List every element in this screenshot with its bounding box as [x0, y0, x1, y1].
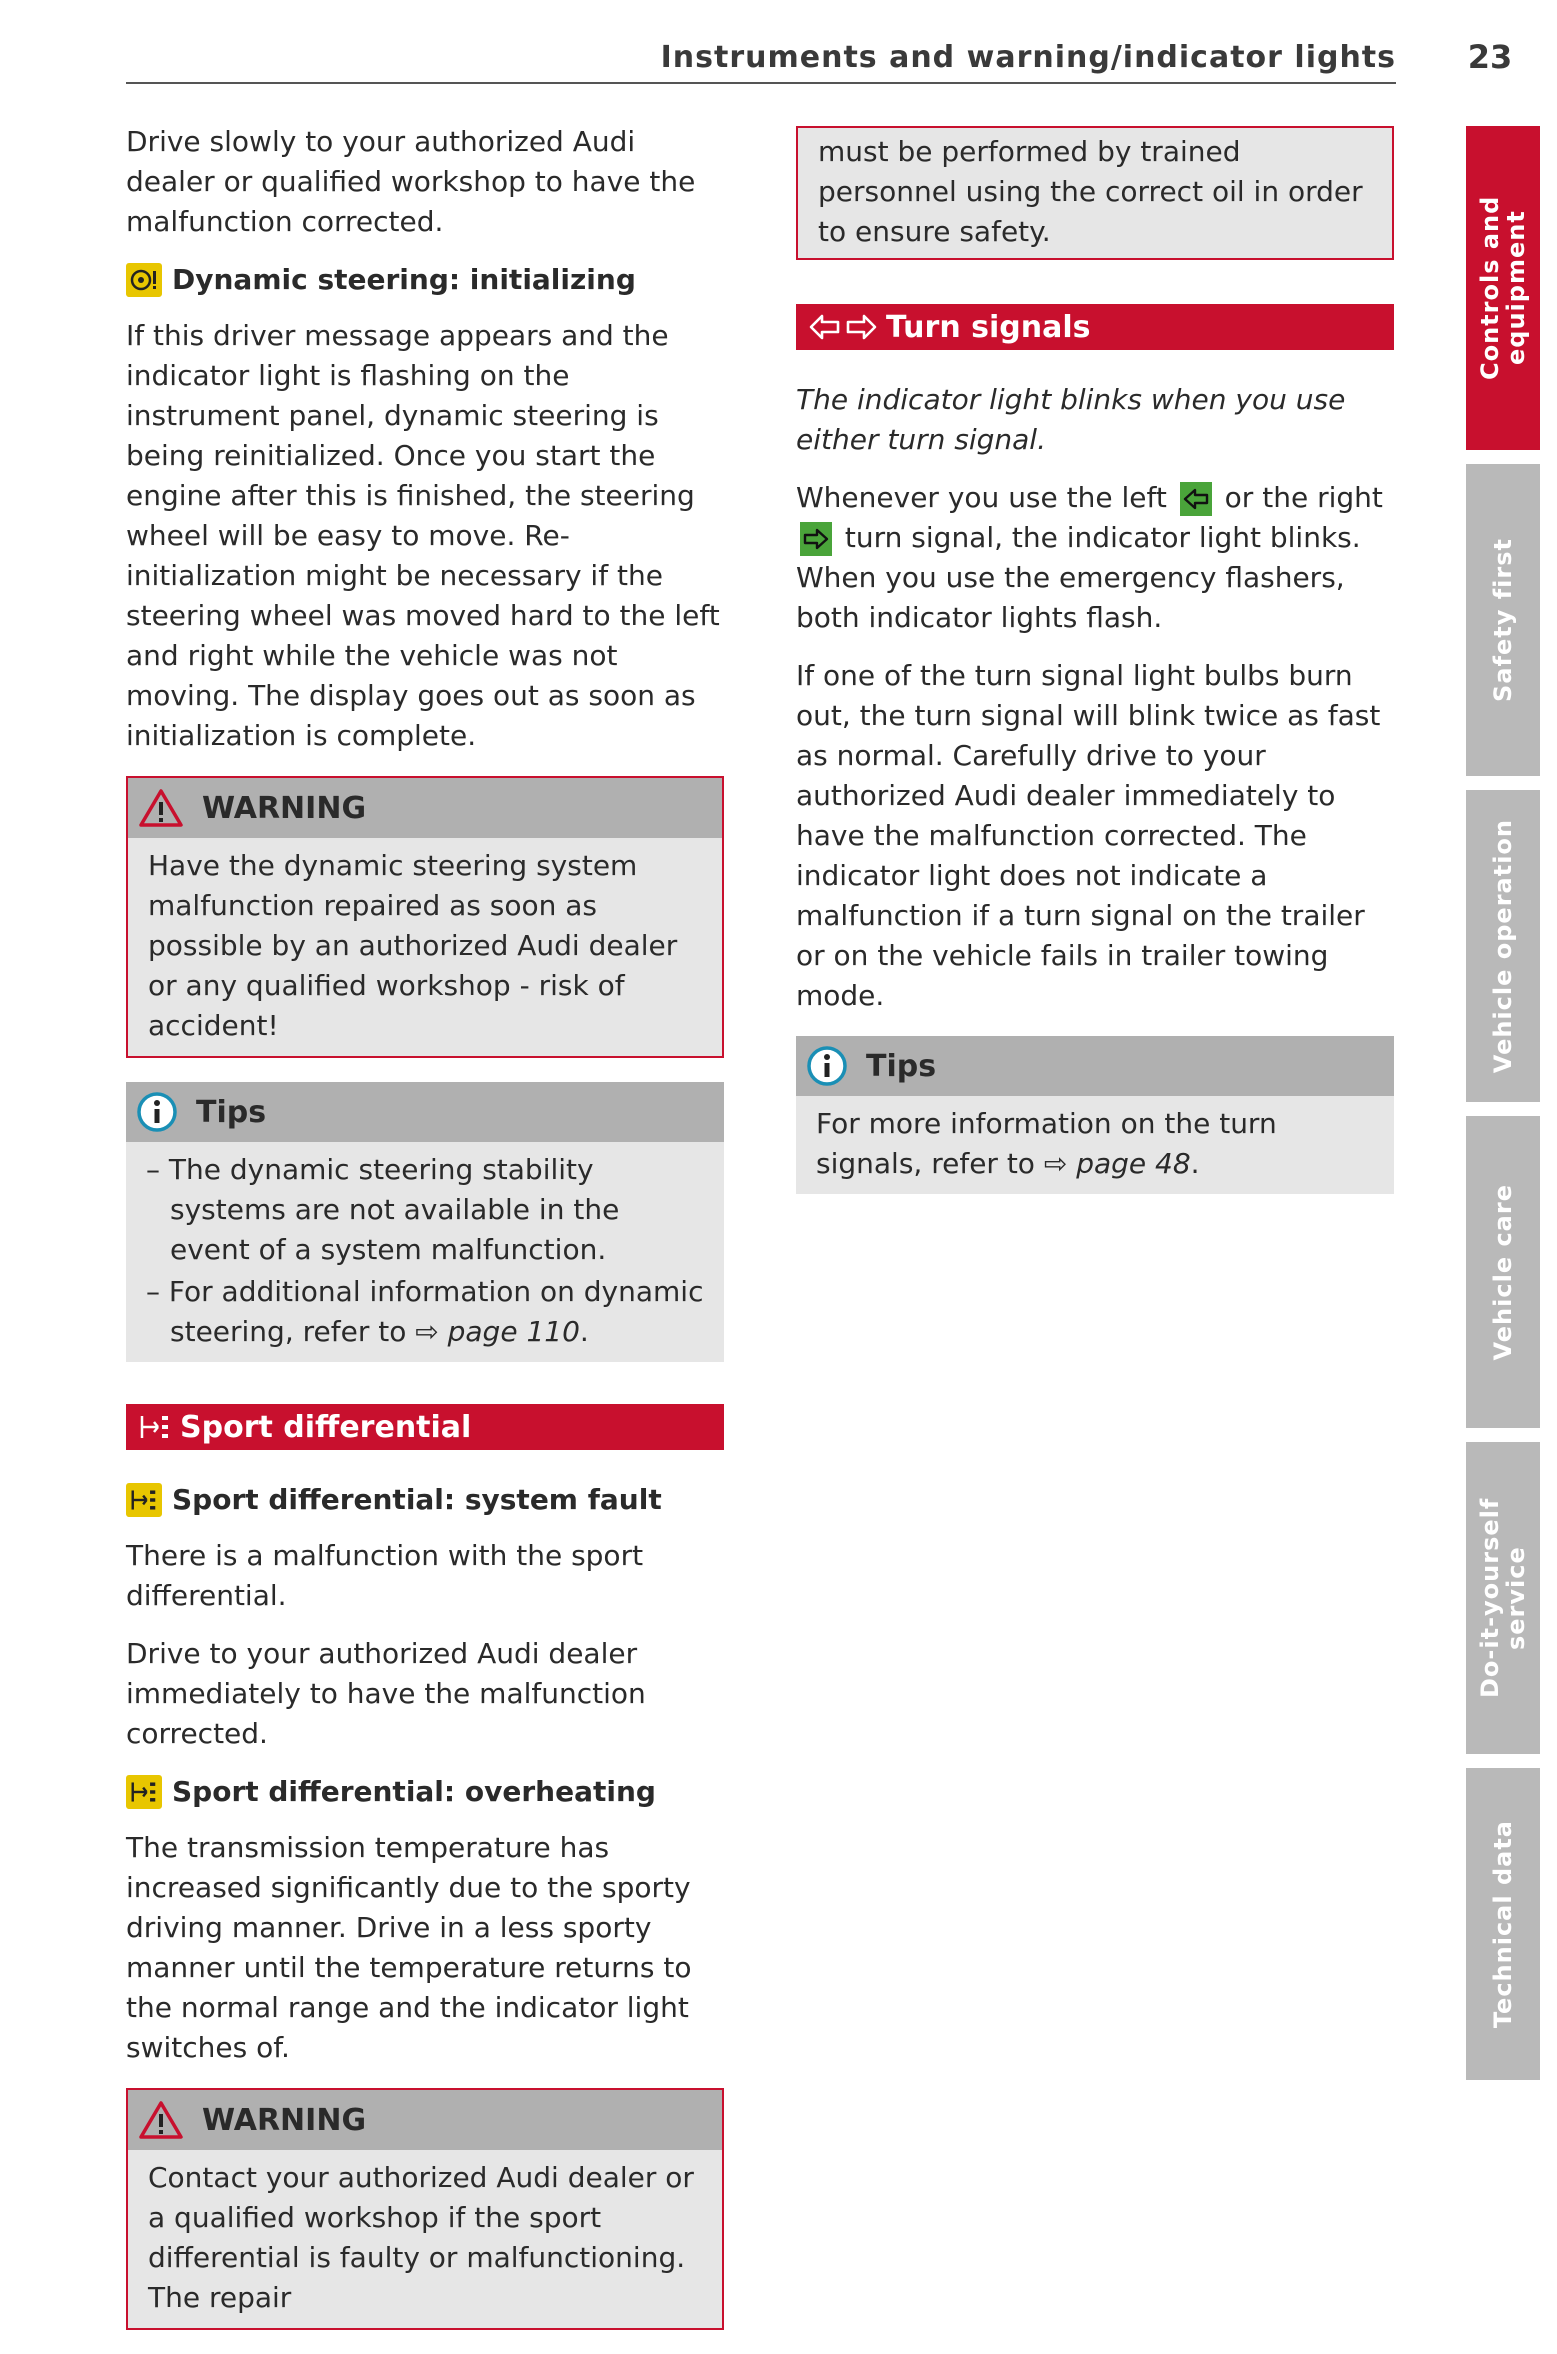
tips-text-prefix: For more information on the turn signals, refer to: [816, 1107, 1277, 1180]
tips-list: [126, 1142, 724, 1362]
sport-overheat-title: Sport differential: overheating: [172, 1775, 656, 1808]
tab-label: Vehicle care: [1489, 1183, 1517, 1361]
turn-text: Whenever you use the left: [796, 481, 1167, 514]
turn-signals-section-title: Turn signals: [886, 309, 1091, 345]
warning-text: Have the dynamic steering system malfunction repaired as soon as possible by an authorized Audi dealer or any qualified workshop - risk of accident!: [148, 849, 678, 1042]
sport-fault-paragraph: Drive to your authorized Audi dealer immediately to have the malfunction corrected.: [126, 1637, 646, 1750]
page-number: 23: [1467, 38, 1513, 76]
warning-triangle-icon: [138, 2100, 184, 2140]
turn-signal-arrows-icon: [808, 312, 878, 342]
tab-label: Vehicle operation: [1489, 818, 1517, 1074]
tips-text-end: .: [1190, 1147, 1200, 1180]
warning-box-steering: [126, 776, 724, 1058]
page-reference-link[interactable]: ⇨ page 110: [415, 1315, 580, 1348]
warning-continuation-box: must be performed by trained personnel using the correct oil in order to ensure safety.: [796, 126, 1394, 260]
right-column: [796, 126, 1394, 1218]
info-icon: [806, 1045, 848, 1087]
tab-vehicle-operation[interactable]: [1466, 790, 1540, 1102]
sport-fault-title: Sport differential: system fault: [172, 1483, 662, 1516]
sport-overheat-heading: [126, 1772, 724, 1812]
sport-differential-section-heading: [126, 1404, 724, 1450]
tips-header: [126, 1082, 724, 1142]
tab-label: Safety first: [1489, 538, 1517, 702]
sport-fault-paragraph: There is a malfunction with the sport differential.: [126, 1539, 644, 1612]
right-arrow-icon: [800, 522, 832, 556]
tips-header: [796, 1036, 1394, 1096]
turn-signals-paragraph: [796, 478, 1394, 638]
tips-label: Tips: [866, 1048, 937, 1084]
sport-fault-heading: [126, 1480, 724, 1520]
tips-item-text: – For additional information on dynamic steering, refer to: [146, 1275, 704, 1348]
tab-safety-first[interactable]: [1466, 464, 1540, 776]
running-header: Instruments and warning/indicator lights: [660, 40, 1396, 75]
tips-box-steering: [126, 1082, 724, 1362]
tips-item: [146, 1272, 704, 1352]
intro-paragraph: Drive slowly to your authorized Audi dealer or qualified workshop to have the malfunction corrected.: [126, 125, 696, 238]
dynamic-steering-init-title: Dynamic steering: initializing: [172, 263, 636, 296]
steering-warning-icon: [126, 263, 162, 297]
warning-triangle-icon: [138, 788, 184, 828]
warning-label: WARNING: [202, 2102, 367, 2138]
tab-controls-and-equipment[interactable]: [1466, 126, 1540, 450]
tips-text: [796, 1096, 1394, 1194]
tips-label: Tips: [196, 1094, 267, 1130]
tab-technical-data[interactable]: [1466, 1768, 1540, 2080]
differential-indicator-icon: [126, 1775, 162, 1809]
turn-signals-intro: The indicator light blinks when you use either turn signal.: [796, 383, 1346, 456]
left-arrow-icon: [1180, 482, 1212, 516]
tips-item-end: .: [579, 1315, 589, 1348]
warning-text: Contact your authorized Audi dealer or a qualified workshop if the sport differential is faulty or malfunctioning. The repair: [148, 2161, 694, 2314]
turn-text: turn signal, the indicator light blinks. When you use the emergency flashers, both indicator lights flash.: [796, 521, 1361, 634]
sport-overheat-body: The transmission temperature has increased significantly due to the sporty driving manner. Drive in a less sporty manner until the temperature returns to the normal range and the indicator light switches of.: [126, 1831, 692, 2064]
tab-label: Technical data: [1489, 1819, 1517, 2029]
tab-do-it-yourself-service[interactable]: [1466, 1442, 1540, 1754]
tab-label: Do-it-yourself service: [1476, 1497, 1530, 1699]
tips-box-turn-signals: [796, 1036, 1394, 1194]
tips-item: – The dynamic steering stability systems are not available in the event of a system malfunction.: [146, 1153, 620, 1266]
warning-box-differential: [126, 2088, 724, 2330]
tab-vehicle-care[interactable]: [1466, 1116, 1540, 1428]
differential-icon: [138, 1412, 172, 1442]
left-column: [126, 122, 724, 2354]
turn-text: or the right: [1224, 481, 1383, 514]
page-reference-link[interactable]: ⇨ page 48: [1043, 1147, 1191, 1180]
sport-differential-section-title: Sport differential: [180, 1409, 472, 1445]
warning-label: WARNING: [202, 790, 367, 826]
header-divider: [126, 82, 1396, 84]
dynamic-steering-init-heading: [126, 260, 724, 300]
turn-signals-section-heading: [796, 304, 1394, 350]
info-icon: [136, 1091, 178, 1133]
tab-label: Controls and equipment: [1476, 195, 1530, 381]
differential-indicator-icon: [126, 1483, 162, 1517]
dynamic-steering-init-body: If this driver message appears and the indicator light is flashing on the instrument panel, dynamic steering is being reinitialized. Once you start the engine after this is finished, the steering wheel will be easy to move. Re-initialization might be necessary if the steering wheel was moved hard to the left and right while the vehicle was not moving. The display goes out as soon as initialization is complete.: [126, 319, 720, 752]
warning-header: [128, 2090, 722, 2150]
turn-signals-paragraph-2: If one of the turn signal light bulbs burn out, the turn signal will blink twice as fast as normal. Carefully drive to your authorized Audi dealer immediately to have the malfunction corrected. The indicator light does not indicate a malfunction if a turn signal on the trailer or on the vehicle fails in trailer towing mode.: [796, 659, 1381, 1012]
warning-header: [128, 778, 722, 838]
